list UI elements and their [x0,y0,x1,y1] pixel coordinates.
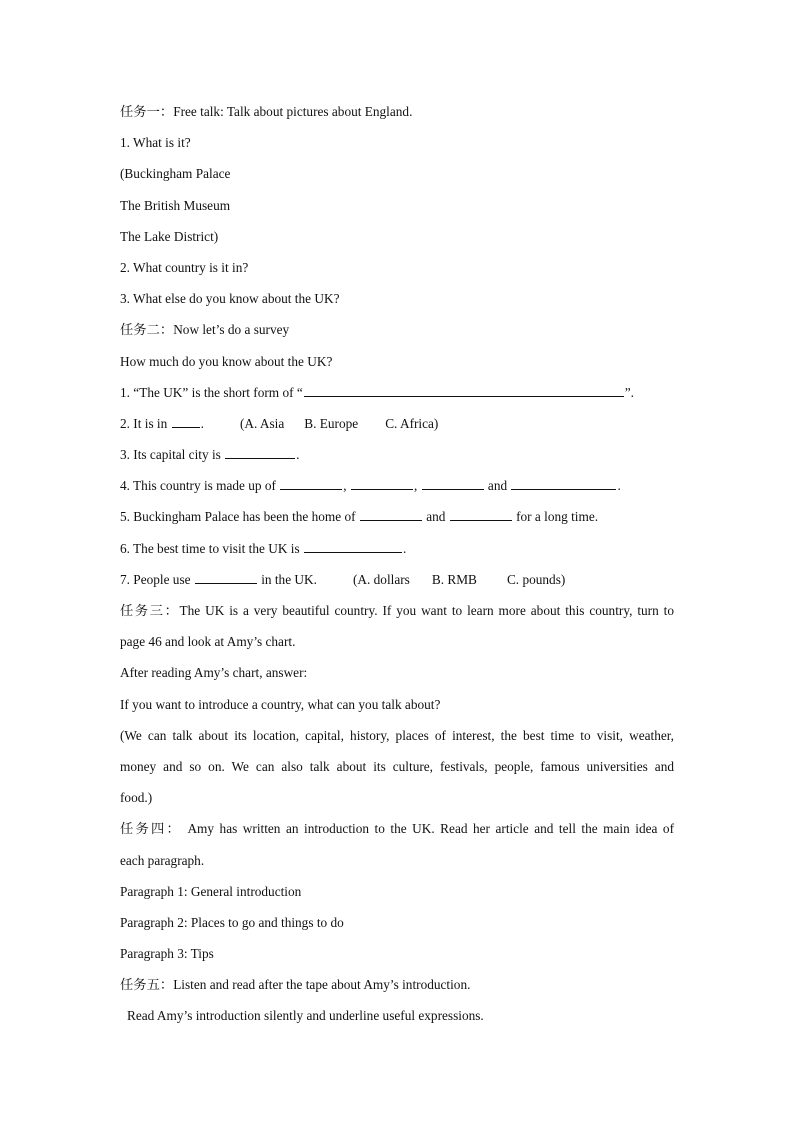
paragraph-2-idea: Paragraph 2: Places to go and things to do [120,914,344,930]
survey-q1-text: 1. “The UK” is the short form of “ [120,384,303,400]
worksheet-content [120,100,674,1036]
task3-answer-line1: (We can talk about its location, capital, history, places of interest, the best time to visit, weather, [120,727,674,743]
task1-heading [120,100,674,131]
survey-q2-end: . [200,415,204,431]
task1-text: Free talk: Talk about pictures about England. [173,104,413,119]
survey-q4-blank-1[interactable] [280,477,342,490]
task4-label: 任务四： [120,821,182,837]
survey-q5-blank-1[interactable] [360,508,422,521]
survey-question-6 [120,537,674,568]
survey-q4-and: and [484,478,511,494]
survey-q3-text: 3. Its capital city is [120,447,225,463]
survey-q3-blank[interactable] [225,446,295,459]
survey-q6-blank[interactable] [304,540,402,553]
task2-label: 任务二： [120,322,174,338]
survey-q7-end: in the UK. [257,571,317,587]
task1-place-1: (Buckingham Palace [120,166,231,182]
survey-q7-text: 7. People use [120,571,194,587]
task1-question-2: 2. What country is it in? [120,259,249,275]
survey-q4-blank-4[interactable] [511,477,616,490]
survey-q1-end: ”. [624,384,635,400]
survey-q7-option-a: (A. dollars [352,571,410,587]
survey-question-2 [120,412,674,443]
survey-q2-option-b: B. Europe [304,415,359,431]
survey-q7-option-c: C. pounds) [506,571,566,587]
task3-question: If you want to introduce a country, what can you talk about? [120,696,441,712]
task2-heading [120,318,674,349]
survey-q6-end: . [402,540,407,556]
task3-text-line2: page 46 and look at Amy’s chart. [120,634,296,650]
survey-question-4 [120,474,674,505]
task1-place-2: The British Museum [120,197,231,213]
survey-q4-comma-1: , [343,478,347,494]
survey-question-1 [120,381,674,412]
task1-question-3: 3. What else do you know about the UK? [120,291,340,307]
task4-text-line2: each paragraph. [120,852,205,868]
survey-q4-end: . [617,478,621,494]
survey-q4-blank-3[interactable] [422,477,484,490]
task5-line2: Read Amy’s introduction silently and underline useful expressions. [127,1008,484,1024]
task5-heading [120,973,674,1004]
task2-intro: How much do you know about the UK? [120,353,333,369]
task3-after-reading: After reading Amy’s chart, answer: [120,665,308,681]
survey-q5-text: 5. Buckingham Palace has been the home of [120,509,359,525]
survey-q5-and: and [422,509,449,525]
survey-q2-option-c: C. Africa) [385,415,439,431]
survey-q7-blank[interactable] [195,571,257,584]
survey-q6-text: 6. The best time to visit the UK is [120,540,303,556]
survey-q4-comma-2: , [413,478,418,494]
survey-q4-blank-2[interactable] [351,477,413,490]
task3-answer-line3: food.) [120,790,153,806]
task2-text: Now let’s do a survey [173,322,290,338]
survey-q2-blank[interactable] [172,415,200,428]
survey-question-5 [120,505,674,536]
survey-q5-blank-2[interactable] [450,508,512,521]
task3-label: 任务三： [120,603,180,618]
survey-q7-option-b: B. RMB [431,571,477,587]
task4-text-line1: Amy has written an introduction to the UK. Read her article and tell the main idea of [181,821,674,837]
task5-label: 任务五： [120,977,174,993]
survey-q3-end: . [296,447,300,463]
survey-q1-blank[interactable] [304,384,624,397]
paragraph-1-idea: Paragraph 1: General introduction [120,883,302,899]
task5-text: Listen and read after the tape about Amy’s introduction. [173,977,471,993]
task4-heading [120,817,674,848]
task3-answer-line2: money and so on. We can also talk about its culture, festivals, people, famous universities and [120,758,674,774]
survey-q2-text: 2. It is in [120,415,171,431]
task1-question-1: 1. What is it? [120,135,191,151]
task1-label: 任务一： [120,104,174,119]
survey-q4-text: 4. This country is made up of [120,478,280,494]
task3-heading [120,599,674,630]
survey-q5-end: for a long time. [512,509,599,525]
survey-question-3 [120,443,674,474]
task3-text-line1: The UK is a very beautiful country. If you want to learn more about this country, turn to [179,603,674,618]
survey-question-7 [120,568,674,599]
survey-q2-option-a: (A. Asia [239,415,285,431]
paragraph-3-idea: Paragraph 3: Tips [120,946,214,962]
task1-place-3: The Lake District) [120,228,219,244]
